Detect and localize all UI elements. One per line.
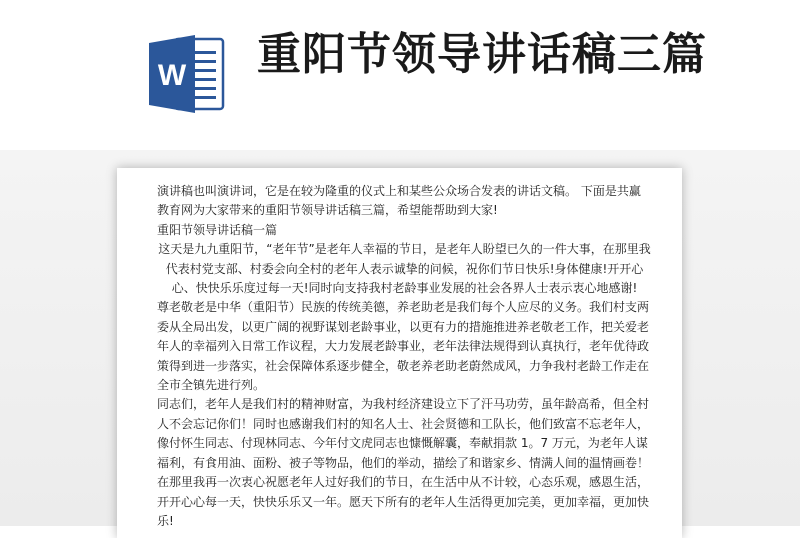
document-page xyxy=(117,168,682,538)
intro-paragraph: 演讲稿也叫演讲词，它是在较为隆重的仪式上和某些公众场合发表的讲话文稿。 下面是共赢教育网为大家带来的重阳节领导讲话稿三篇，希望能帮助到大家! xyxy=(157,184,641,218)
greeting-paragraph: 这天是九九重阳节，“老年节”是老年人幸福的节日，是老年人盼望已久的一件大事，在那里我代表村党支部、村委会向全村的老年人表示诚挚的问候，祝你们节日快乐!身体健康!开开心心、快快乐乐度过每一天!同时向支持我村老龄事业发展的社会各界人士表示衷心地感谢! xyxy=(158,242,651,296)
word-document-icon xyxy=(147,33,227,115)
word-icon-letter: W xyxy=(157,59,187,92)
section-heading: 重阳节领导讲话稿一篇 xyxy=(157,222,278,237)
document-body xyxy=(157,182,652,531)
page-title: 重阳节领导讲话稿三篇 xyxy=(257,29,707,80)
tradition-paragraph: 尊老敬老是中华（重阳节）民族的传统美德，养老助老是我们每个人应尽的义务。我们村支两委从全局出发，以更广阔的视野谋划老龄事业，以更有力的措施推进养老敬老工作，把关爱老年人的幸福列入日常工作议程，大力发展老龄事业，老年法律法规得到认真执行，老年优待政策得到进一步落实，社会保障体系逐步健全，敬老养老助老蔚然成风，力争我村老龄工作走在全市全镇先进行列。 xyxy=(157,300,650,393)
header xyxy=(0,0,800,150)
thanks-paragraph: 同志们，老年人是我们村的精神财富，为我村经济建设立下了汗马功劳，虽年龄高希，但全村人不会忘记你们！同时也感谢我们村的知名人士、社会贤德和工队长，他们致富不忘老年人，像付怀生同志、付现林同志、今年付文虎同志也慷慨解囊，奉献捐款 1。7 万元，为老年人谋福利，有食用油、面粉、被子等物品，他们的举动，描绘了和谐家乡、情满人间的温情画卷！在那里我再一次衷心祝愿老年人过好我们的节日，在生活中从不计较，心态乐观，感恩生活，开开心心每一天，快快乐乐又一年。愿天下所有的老年人生活得更加完美，更加幸福，更加快乐! xyxy=(157,397,650,528)
